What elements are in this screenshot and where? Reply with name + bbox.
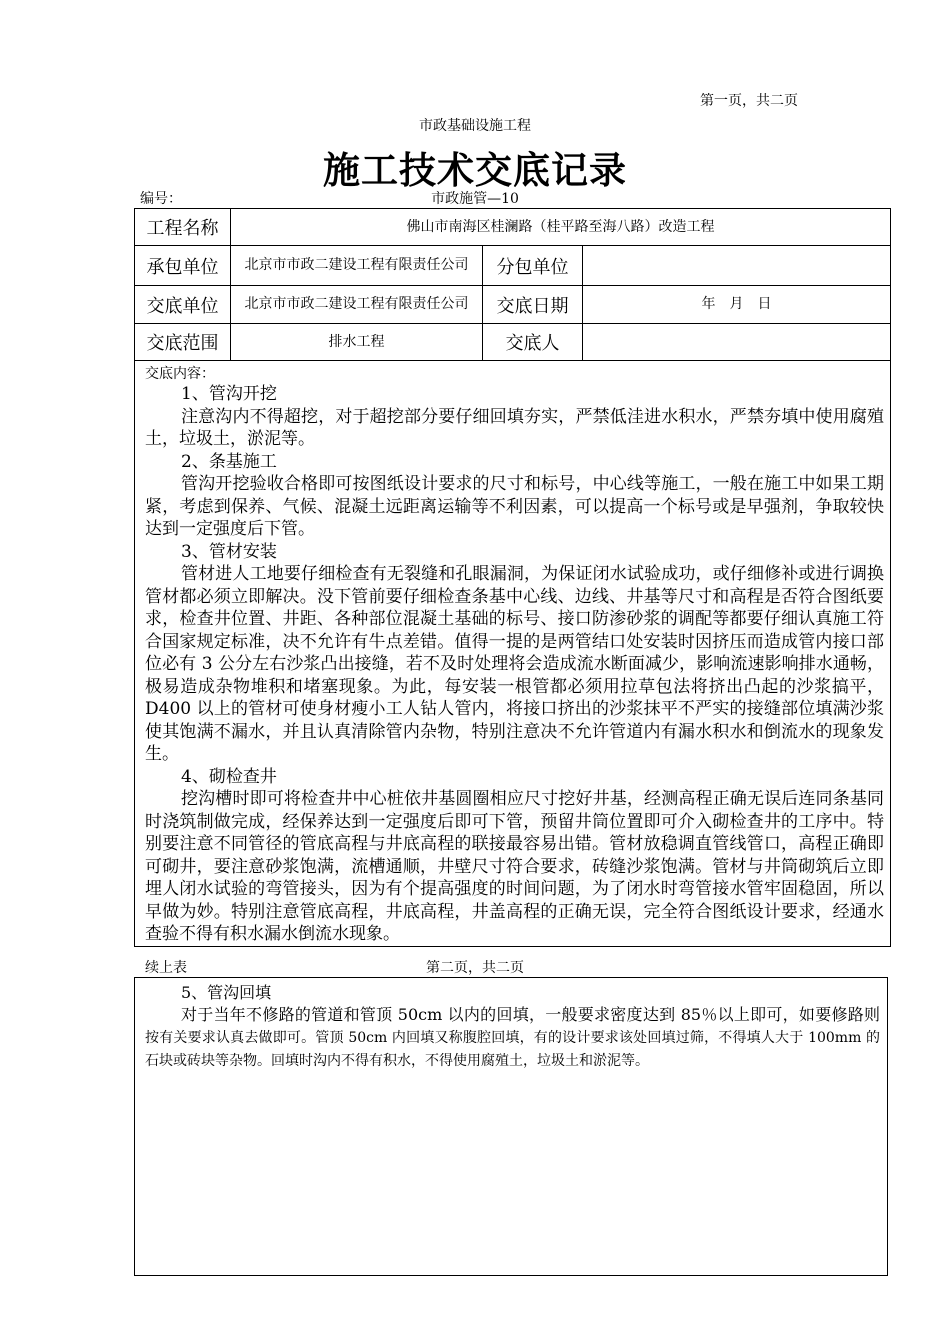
subcontractor-label: 分包单位: [483, 246, 583, 286]
section-heading: 1、管沟开挖: [181, 384, 277, 404]
section-text: 注意沟内不得超挖，对于超挖部分要仔细回填夯实，严禁低洼进水积水，严禁夯填中使用腐殖土，垃圾土，淤泥等。: [145, 406, 884, 449]
table-row: [135, 209, 891, 246]
subcontractor-value: [583, 246, 891, 286]
brief-unit-label: 交底单位: [135, 286, 231, 324]
briefer-value: [583, 324, 891, 361]
table-row: [135, 361, 891, 947]
briefer-label: 交底人: [483, 324, 583, 361]
project-name-label: 工程名称: [135, 209, 231, 246]
table-row: [135, 246, 891, 286]
section-heading: 4、砌检查井: [181, 766, 277, 787]
continued-content-box: [134, 977, 888, 1276]
number-value: 市政施管—10: [431, 191, 519, 207]
project-name-value: 佛山市南海区桂澜路（桂平路至海八路）改造工程: [231, 209, 891, 246]
scope-label: 交底范围: [135, 324, 231, 361]
page-number-2: 第二页，共二页: [426, 960, 524, 976]
brief-unit-value: 北京市市政二建设工程有限责任公司: [231, 286, 483, 324]
section-heading: 5、管沟回填: [181, 983, 272, 1002]
section-text: 管沟开挖验收合格即可按图纸设计要求的尺寸和标号，中心线等施工，一般在施工中如果工期紧，考虑到保养、气候、混凝土远距离运输等不利因素，可以提高一个标号或是早强剂，争取较快达到一定强度后下管。: [145, 474, 884, 539]
section-text: 管材进人工地要仔细检查有无裂缝和孔眼漏洞，为保证闭水试验成功，或仔细修补或进行调换管材都必须立即解决。没下管前要仔细检查条基中心线、边线、井基等尺寸和高程是否符合图纸要求，检查井位置、井距、各种部位混凝土基础的标号、接口防渗砂浆的调配等都要仔细认真施工符合国家规定标准，决不允许有牛点差错。值得一提的是两管结口处安装时因挤压而造成管内接口部位必有 3 公分左右沙浆凸出接缝，若不及时处理将会造成流水断面减少，影响流速影响排水通畅，极易造成杂物堆积和堵塞现象。为此，每安装一根管都必须用拉草包法将挤出凸起的沙浆搞平，D400 以上的管材可使身材瘦小工人钻人管内，将接口挤出的沙浆抹平不严实的接缝部位填满沙浆使其饱满不漏水，并且认真清除管内杂物，特别注意决不允许管道内有漏水积水和倒流水的现象发生。: [145, 564, 884, 764]
scope-value: 排水工程: [231, 324, 483, 361]
page-number: 第一页，共二页: [700, 93, 798, 109]
contractor-label: 承包单位: [135, 246, 231, 286]
briefing-form-table: [134, 208, 891, 947]
brief-date-label: 交底日期: [483, 286, 583, 324]
section-text-part: 对于当年不修路的管道和管顶 50cm 以内的回填，一般要求密度达到 85％以上即可，如要修路则: [181, 1005, 880, 1024]
section-heading: 2、条基施工: [181, 451, 277, 472]
briefing-content: [135, 361, 891, 947]
brief-date-value: 年 月 日: [583, 286, 891, 324]
content-label: 交底内容：: [145, 366, 215, 382]
table-row: [135, 286, 891, 324]
section-text-part: 按有关要求认真去做即可。管顶 50cm 内回填又称腹腔回填，有的设计要求该处回填过筛，不得填人大于 100mm 的石块或砖块等杂物。回填时沟内不得有积水，不得使用腐殖土，垃圾土和淤泥等。: [145, 1030, 880, 1069]
table-row: [135, 324, 891, 361]
number-label: 编号：: [140, 191, 182, 207]
continued-label: 续上表: [145, 960, 187, 976]
section-heading: 3、管材安装: [181, 541, 277, 562]
document-title: 施工技术交底记录: [323, 148, 627, 192]
document-subtitle: 市政基础设施工程: [419, 118, 531, 134]
section-text: [145, 1004, 880, 1072]
section-text: 挖沟槽时即可将检查井中心桩依井基圆圈相应尺寸挖好井基，经测高程正确无误后连同条基同时浇筑制做完成，经保养达到一定强度后即可下管，预留井筒位置即可介入砌检查井的工序中。特别要注意不同管径的管底高程与井底高程的联接最容易出错。管材放稳调直管线管口，高程正确即可砌井，要注意砂浆饱满，流槽通顺，井壁尺寸符合要求，砖缝沙浆饱满。管材与井筒砌筑后立即埋人闭水试验的弯管接头，因为有个提高强度的时间问题，为了闭水时弯管接水管牢固稳固，所以早做为妙。特别注意管底高程，井底高程，井盖高程的正确无误，完全符合图纸设计要求，经通水查验不得有积水漏水倒流水现象。: [145, 789, 884, 944]
contractor-value: 北京市市政二建设工程有限责任公司: [231, 246, 483, 286]
